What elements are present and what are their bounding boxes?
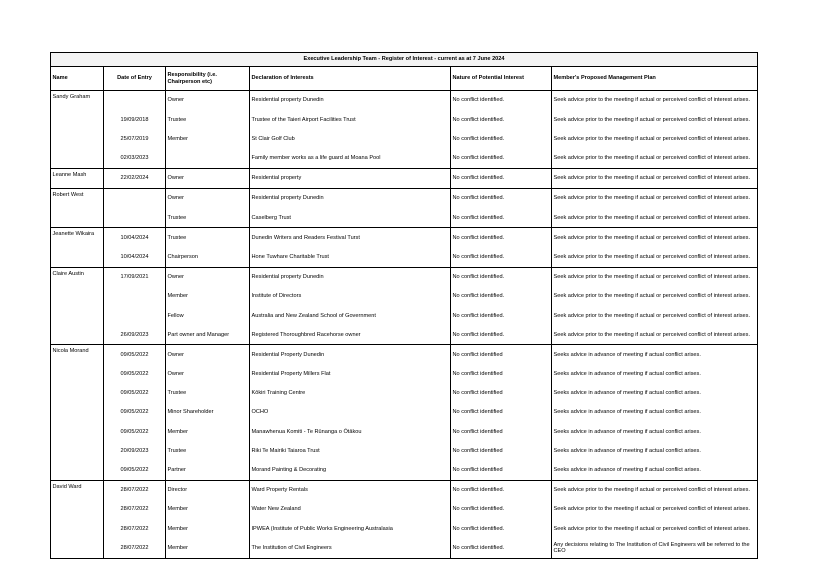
cell-declaration: Caselberg Trust <box>250 208 451 228</box>
cell-nature: No conflict identified. <box>451 267 552 287</box>
cell-nature: No conflict identified. <box>451 538 552 558</box>
cell-name <box>51 149 104 169</box>
cell-nature: No conflict identified. <box>451 208 552 228</box>
cell-management-plan: Seek advice prior to the meeting if actual or perceived conflict of interest arises. <box>552 110 758 129</box>
cell-date-of-entry: 09/05/2022 <box>104 384 166 403</box>
cell-nature: No conflict identified. <box>451 168 552 188</box>
cell-management-plan: Seeks advice in advance of meeting if actual conflict arises. <box>552 422 758 441</box>
cell-date-of-entry <box>104 306 166 325</box>
cell-declaration: Residential Property Millers Flat <box>250 365 451 384</box>
cell-name <box>51 384 104 403</box>
cell-management-plan: Any decisions relating to The Institution of Civil Engineers will be referred to the CEO <box>552 538 758 558</box>
cell-responsibility: Partner <box>166 461 250 481</box>
cell-name <box>51 519 104 538</box>
cell-date-of-entry: 20/09/2023 <box>104 441 166 460</box>
cell-nature: No conflict identified. <box>451 110 552 129</box>
cell-responsibility: Owner <box>166 345 250 365</box>
table-row <box>51 91 758 111</box>
table-row <box>51 168 758 188</box>
cell-nature: No conflict identified. <box>451 91 552 111</box>
cell-responsibility: Trustee <box>166 384 250 403</box>
cell-date-of-entry: 10/04/2024 <box>104 248 166 268</box>
cell-name: David Ward <box>51 480 104 500</box>
cell-management-plan: Seek advice prior to the meeting if actual or perceived conflict of interest arises. <box>552 519 758 538</box>
cell-declaration: Morand Painting & Decorating <box>250 461 451 481</box>
cell-responsibility: Fellow <box>166 306 250 325</box>
cell-management-plan: Seeks advice in advance of meeting if actual conflict arises. <box>552 441 758 460</box>
cell-date-of-entry: 28/07/2022 <box>104 538 166 558</box>
cell-name: Claire Austin <box>51 267 104 287</box>
cell-date-of-entry: 17/09/2021 <box>104 267 166 287</box>
cell-management-plan: Seeks advice in advance of meeting if actual conflict arises. <box>552 403 758 422</box>
table-row <box>51 306 758 325</box>
cell-name <box>51 129 104 148</box>
cell-date-of-entry: 09/05/2022 <box>104 403 166 422</box>
table-row <box>51 384 758 403</box>
cell-nature: No conflict identified. <box>451 306 552 325</box>
cell-name <box>51 287 104 306</box>
cell-responsibility: Trustee <box>166 228 250 248</box>
cell-management-plan: Seeks advice in advance of meeting if actual conflict arises. <box>552 365 758 384</box>
cell-date-of-entry: 22/02/2024 <box>104 168 166 188</box>
table-row <box>51 325 758 345</box>
cell-date-of-entry: 25/07/2019 <box>104 129 166 148</box>
cell-management-plan: Seek advice prior to the meeting if actual or perceived conflict of interest arises. <box>552 208 758 228</box>
cell-declaration: Institute of Directors <box>250 287 451 306</box>
header-nature: Nature of Potential Interest <box>451 67 552 91</box>
header-name: Name <box>51 67 104 91</box>
table-row <box>51 519 758 538</box>
cell-nature: No conflict identified. <box>451 188 552 208</box>
cell-responsibility: Chairperson <box>166 248 250 268</box>
table-row <box>51 188 758 208</box>
cell-responsibility: Member <box>166 500 250 519</box>
cell-name <box>51 325 104 345</box>
cell-responsibility: Trustee <box>166 110 250 129</box>
cell-management-plan: Seek advice prior to the meeting if actual or perceived conflict of interest arises. <box>552 306 758 325</box>
table-row <box>51 267 758 287</box>
cell-management-plan: Seeks advice in advance of meeting if actual conflict arises. <box>552 345 758 365</box>
cell-responsibility: Member <box>166 422 250 441</box>
cell-name: Leanne Mash <box>51 168 104 188</box>
cell-date-of-entry <box>104 287 166 306</box>
cell-declaration: Ward Property Rentals <box>250 480 451 500</box>
table-row <box>51 403 758 422</box>
header-date-of-entry: Date of Entry <box>104 67 166 91</box>
cell-responsibility: Part owner and Manager <box>166 325 250 345</box>
cell-name: Sandy Graham <box>51 91 104 111</box>
table-row <box>51 248 758 268</box>
cell-nature: No conflict identified <box>451 403 552 422</box>
cell-date-of-entry: 09/05/2022 <box>104 422 166 441</box>
cell-date-of-entry: 28/07/2022 <box>104 480 166 500</box>
cell-management-plan: Seek advice prior to the meeting if actual or perceived conflict of interest arises. <box>552 149 758 169</box>
cell-date-of-entry <box>104 188 166 208</box>
cell-name <box>51 403 104 422</box>
table-row <box>51 480 758 500</box>
cell-responsibility: Owner <box>166 91 250 111</box>
cell-declaration: Kōkiri Training Centre <box>250 384 451 403</box>
header-row <box>51 67 758 91</box>
cell-date-of-entry: 10/04/2024 <box>104 228 166 248</box>
table-row <box>51 228 758 248</box>
cell-nature: No conflict identified <box>451 441 552 460</box>
cell-management-plan: Seek advice prior to the meeting if actual or perceived conflict of interest arises. <box>552 500 758 519</box>
cell-declaration: Residential Property Dunedin <box>250 345 451 365</box>
cell-declaration: Trustee of the Taieri Airport Facilities Trust <box>250 110 451 129</box>
cell-management-plan: Seek advice prior to the meeting if actual or perceived conflict of interest arises. <box>552 480 758 500</box>
cell-nature: No conflict identified. <box>451 228 552 248</box>
cell-declaration: The Institution of Civil Engineers <box>250 538 451 558</box>
table-row <box>51 345 758 365</box>
cell-declaration: Registered Thoroughbred Racehorse owner <box>250 325 451 345</box>
cell-declaration: Residential property Dunedin <box>250 267 451 287</box>
cell-declaration: Australia and New Zealand School of Government <box>250 306 451 325</box>
cell-responsibility: Member <box>166 129 250 148</box>
cell-management-plan: Seeks advice in advance of meeting if actual conflict arises. <box>552 384 758 403</box>
cell-declaration: Residential property Dunedin <box>250 91 451 111</box>
cell-name <box>51 208 104 228</box>
cell-management-plan: Seek advice prior to the meeting if actual or perceived conflict of interest arises. <box>552 248 758 268</box>
cell-date-of-entry: 02/03/2023 <box>104 149 166 169</box>
cell-responsibility: Owner <box>166 168 250 188</box>
cell-management-plan: Seek advice prior to the meeting if actual or perceived conflict of interest arises. <box>552 91 758 111</box>
cell-nature: No conflict identified. <box>451 480 552 500</box>
cell-management-plan: Seek advice prior to the meeting if actual or perceived conflict of interest arises. <box>552 287 758 306</box>
cell-date-of-entry: 28/07/2022 <box>104 519 166 538</box>
cell-declaration: Family member works as a life guard at Moana Pool <box>250 149 451 169</box>
cell-date-of-entry: 09/05/2022 <box>104 365 166 384</box>
table-row <box>51 422 758 441</box>
table-row <box>51 110 758 129</box>
cell-responsibility: Member <box>166 287 250 306</box>
cell-declaration: St Clair Golf Club <box>250 129 451 148</box>
cell-management-plan: Seek advice prior to the meeting if actual or perceived conflict of interest arises. <box>552 267 758 287</box>
cell-declaration: IPWEA (Institute of Public Works Engineering Australasia <box>250 519 451 538</box>
cell-responsibility: Member <box>166 538 250 558</box>
cell-responsibility: Minor Shareholder <box>166 403 250 422</box>
cell-name <box>51 365 104 384</box>
cell-declaration: Hone Tuwhare Charitable Trust <box>250 248 451 268</box>
register-title: Executive Leadership Team - Register of Interest - current as at 7 June 2024 <box>51 53 758 67</box>
cell-name <box>51 461 104 481</box>
cell-nature: No conflict identified. <box>451 500 552 519</box>
cell-date-of-entry: 09/05/2022 <box>104 461 166 481</box>
cell-nature: No conflict identified. <box>451 519 552 538</box>
cell-name <box>51 248 104 268</box>
cell-management-plan: Seek advice prior to the meeting if actual or perceived conflict of interest arises. <box>552 228 758 248</box>
cell-declaration: Residential property Dunedin <box>250 188 451 208</box>
cell-date-of-entry <box>104 208 166 228</box>
cell-management-plan: Seek advice prior to the meeting if actual or perceived conflict of interest arises. <box>552 129 758 148</box>
cell-name <box>51 110 104 129</box>
cell-name <box>51 306 104 325</box>
cell-declaration: Manawhenua Komiti - Te Rūnanga o Ōtākou <box>250 422 451 441</box>
cell-nature: No conflict identified. <box>451 287 552 306</box>
table-row <box>51 129 758 148</box>
cell-responsibility: Owner <box>166 188 250 208</box>
cell-date-of-entry: 09/05/2022 <box>104 345 166 365</box>
cell-nature: No conflict identified. <box>451 149 552 169</box>
register-table <box>50 52 758 559</box>
table-row <box>51 441 758 460</box>
cell-responsibility <box>166 149 250 169</box>
cell-nature: No conflict identified <box>451 461 552 481</box>
table-row <box>51 287 758 306</box>
header-responsibility: Responsibility (i.e. Chairperson etc) <box>166 67 250 91</box>
table-row <box>51 149 758 169</box>
cell-management-plan: Seek advice prior to the meeting if actual or perceived conflict of interest arises. <box>552 325 758 345</box>
cell-date-of-entry: 26/09/2023 <box>104 325 166 345</box>
cell-declaration: Residential property <box>250 168 451 188</box>
cell-declaration: Dunedin Writers and Readers Festival Turst <box>250 228 451 248</box>
table-row <box>51 208 758 228</box>
register-document <box>50 52 757 559</box>
cell-responsibility: Member <box>166 519 250 538</box>
cell-management-plan: Seeks advice in advance of meeting if actual conflict arises. <box>552 461 758 481</box>
cell-responsibility: Director <box>166 480 250 500</box>
table-row <box>51 538 758 558</box>
cell-declaration: OCHO <box>250 403 451 422</box>
cell-responsibility: Trustee <box>166 208 250 228</box>
cell-name: Robert West <box>51 188 104 208</box>
cell-nature: No conflict identified <box>451 365 552 384</box>
cell-responsibility: Owner <box>166 365 250 384</box>
cell-management-plan: Seek advice prior to the meeting if actual or perceived conflict of interest arises. <box>552 168 758 188</box>
table-row <box>51 461 758 481</box>
cell-nature: No conflict identified. <box>451 248 552 268</box>
cell-name: Jeanette Wikaira <box>51 228 104 248</box>
cell-name <box>51 538 104 558</box>
cell-name <box>51 441 104 460</box>
cell-declaration: Riki Te Mairiki Taiaroa Trust <box>250 441 451 460</box>
cell-nature: No conflict identified <box>451 345 552 365</box>
cell-nature: No conflict identified. <box>451 129 552 148</box>
table-row <box>51 365 758 384</box>
cell-name <box>51 422 104 441</box>
header-declaration: Declaration of Interests <box>250 67 451 91</box>
cell-responsibility: Trustee <box>166 441 250 460</box>
cell-declaration: Water New Zealand <box>250 500 451 519</box>
cell-management-plan: Seek advice prior to the meeting if actual or perceived conflict of interest arises. <box>552 188 758 208</box>
cell-name <box>51 500 104 519</box>
header-management-plan: Member's Proposed Management Plan <box>552 67 758 91</box>
cell-responsibility: Owner <box>166 267 250 287</box>
cell-date-of-entry <box>104 91 166 111</box>
cell-nature: No conflict identified <box>451 384 552 403</box>
cell-date-of-entry: 28/07/2022 <box>104 500 166 519</box>
cell-nature: No conflict identified <box>451 422 552 441</box>
cell-nature: No conflict identified. <box>451 325 552 345</box>
cell-name: Nicola Morand <box>51 345 104 365</box>
table-row <box>51 500 758 519</box>
cell-date-of-entry: 19/09/2018 <box>104 110 166 129</box>
